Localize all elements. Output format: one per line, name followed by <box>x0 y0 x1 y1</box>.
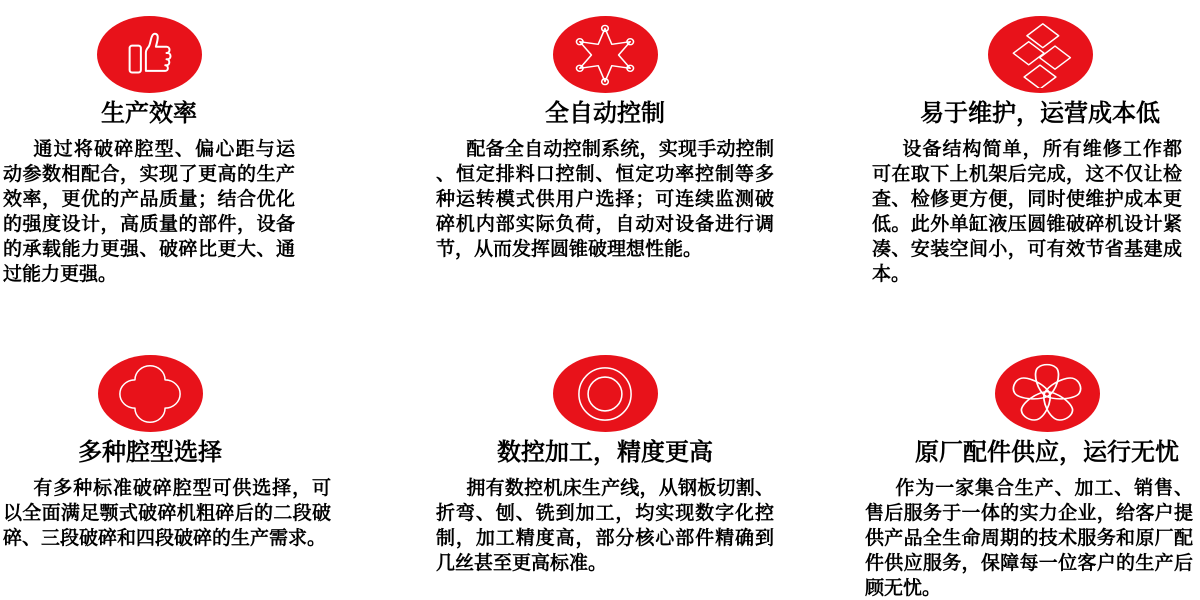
badge-star-icon <box>553 16 658 93</box>
diamonds-icon <box>988 16 1093 93</box>
clover-icon <box>98 355 203 432</box>
feature-description: 作为一家集合生产、加工、销售、售后服务于一体的实力企业，给客户提供产品全生命周期的技术服务和原厂配件供应服务，保障每一位客户的生产后顾无忧。 <box>865 478 1193 599</box>
feature-card-cavity-options <box>3 340 331 551</box>
feature-title: 生产效率 <box>101 100 197 127</box>
feature-description: 通过将破碎腔型、偏心距与运动参数相配合，实现了更高的生产效率，更优的产品质量；结合优化的强度设计，高质量的部件，设备的承载能力更强、破碎比更大、通过能力更强。 <box>3 139 295 285</box>
feature-card-original-parts <box>865 340 1193 600</box>
feature-title: 全自动控制 <box>545 100 665 127</box>
concentric-circles-icon <box>553 355 658 432</box>
thumbs-up-icon <box>97 16 202 93</box>
feature-description: 有多种标准破碎腔型可供选择，可以全面满足颚式破碎机粗碎后的二段破碎、三段破碎和四段破碎的生产需求。 <box>3 478 331 549</box>
feature-card-production-efficiency <box>3 0 295 287</box>
feature-title: 原厂配件供应，运行无忧 <box>915 439 1179 466</box>
feature-card-easy-maintenance <box>872 0 1182 287</box>
feature-description: 设备结构简单，所有维修工作都可在取下上机架后完成，这不仅让检查、检修更方便，同时使维护成本更低。此外单缸液压圆锥破碎机设计紧凑、安装空间小，可有效节省基建成本。 <box>872 139 1182 285</box>
feature-description: 配备全自动控制系统，实现手动控制、恒定排料口控制、恒定功率控制等多种运转模式供用户选择；可连续监测破碎机内部实际负荷，自动对设备进行调节，从而发挥圆锥破理想性能。 <box>436 139 774 260</box>
flower-icon <box>995 355 1100 432</box>
feature-description: 拥有数控机床生产线，从钢板切割、折弯、刨、铣到加工，均实现数字化控制，加工精度高，部分核心部件精确到几丝甚至更高标准。 <box>436 478 774 574</box>
feature-title: 数控加工，精度更高 <box>497 439 713 466</box>
feature-card-automatic-control <box>436 0 774 262</box>
feature-card-cnc-precision <box>436 340 774 576</box>
feature-title: 易于维护，运营成本低 <box>920 100 1160 127</box>
feature-title: 多种腔型选择 <box>78 439 222 466</box>
